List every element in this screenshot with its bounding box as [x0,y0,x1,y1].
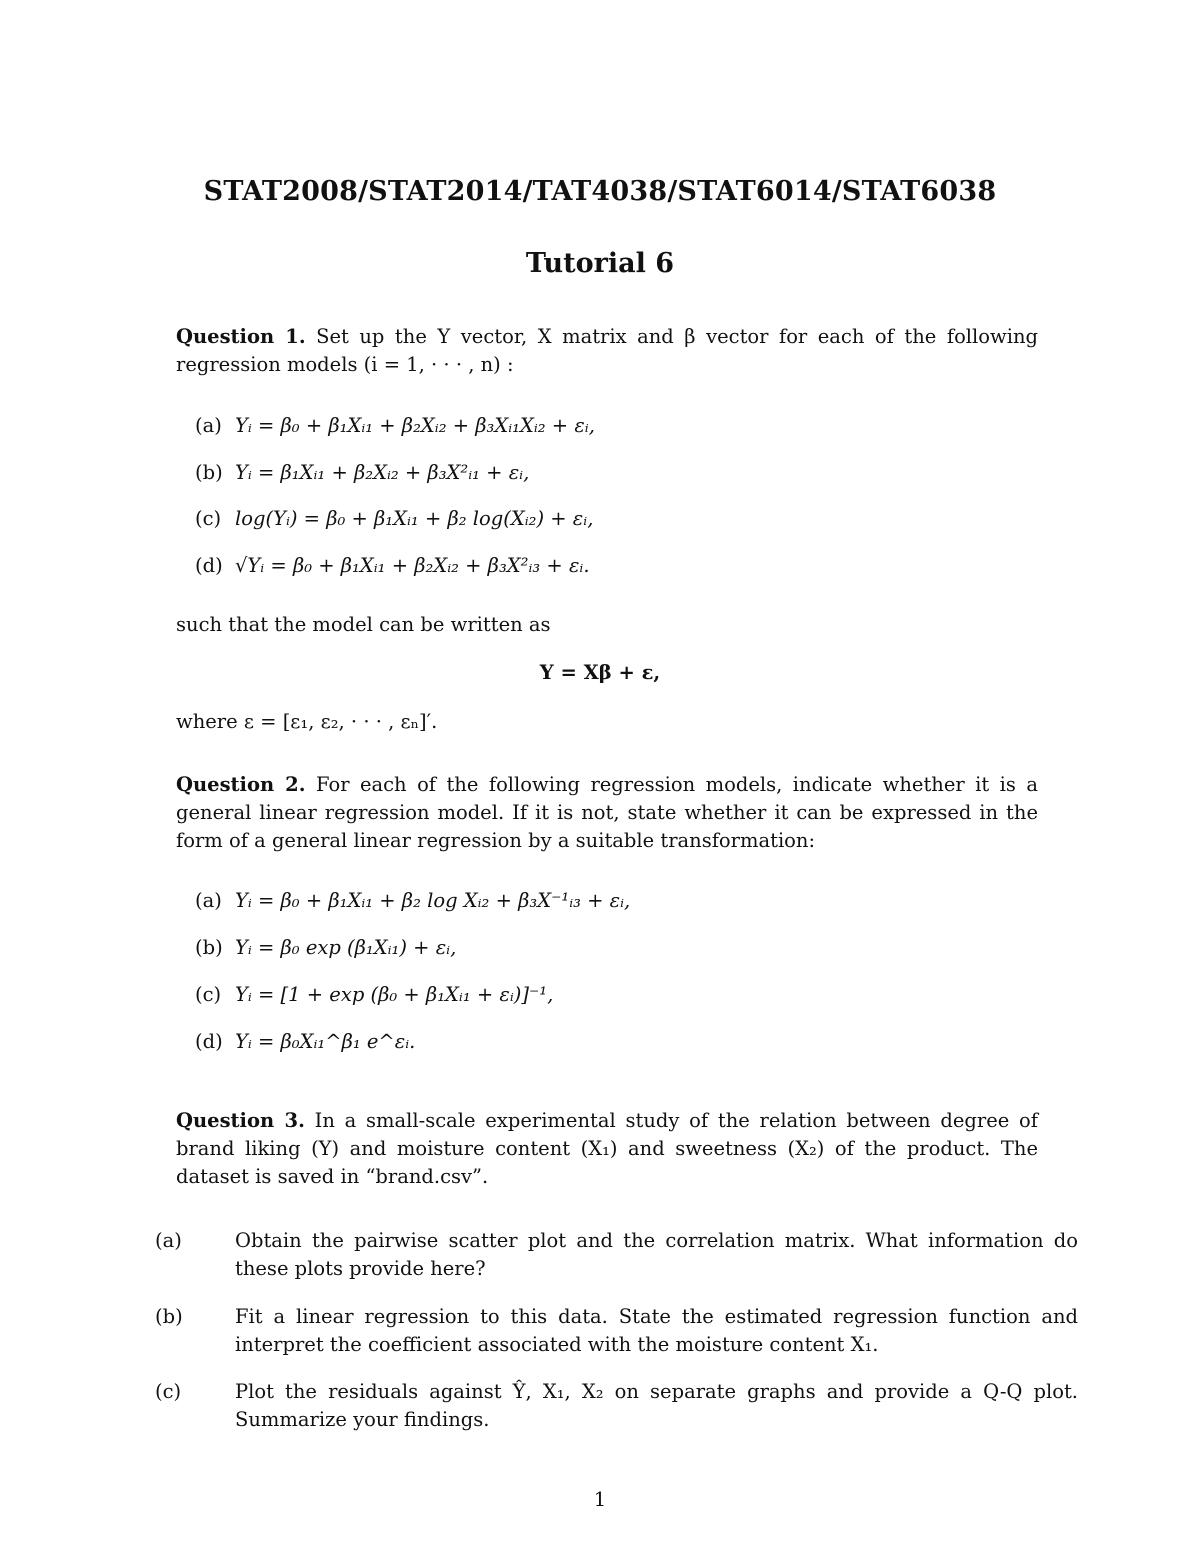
question-1-label: Question 1. [176,325,306,348]
q3-item-c [155,1378,1078,1434]
q2-item-c-equation: Yᵢ = [1 + exp (β₀ + β₁Xᵢ₁ + εᵢ)]⁻¹, [235,983,554,1006]
question-1-text: Set up the Y vector, X matrix and β vector for each of the following regression models (i = 1, · · · , n) : [176,325,1038,376]
q1-where-text: where ε = [ε₁, ε₂, · · · , εₙ]′. [176,710,438,733]
q2-item-c [195,981,1038,1009]
q1-item-c-equation: log(Yᵢ) = β₀ + β₁Xᵢ₁ + β₂ log(Xᵢ₂) + εᵢ, [235,507,594,530]
q3-item-c-text: Plot the residuals against Ŷ, X₁, X₂ on separate graphs and provide a Q-Q plot. Summarize your findings. [235,1380,1078,1431]
q2-item-d [195,1028,1038,1056]
q2-item-b-label: (b) [195,936,223,959]
q2-item-d-label: (d) [195,1030,223,1053]
q1-item-a-equation: Yᵢ = β₀ + β₁Xᵢ₁ + β₂Xᵢ₂ + β₃Xᵢ₁Xᵢ₂ + εᵢ, [235,414,595,437]
q2-item-b-equation: Yᵢ = β₀ exp (β₁Xᵢ₁) + εᵢ, [235,936,457,959]
q2-item-a-label: (a) [195,889,222,912]
q1-item-d-equation: √Yᵢ = β₀ + β₁Xᵢ₁ + β₂Xᵢ₂ + β₃X²ᵢ₃ + εᵢ. [235,554,590,577]
q3-item-b [155,1303,1078,1359]
q1-model-equation: Y = Xβ + ε, [539,661,661,684]
q2-item-c-label: (c) [195,983,222,1006]
tutorial-title: Tutorial 6 [525,248,675,279]
question-2-label: Question 2. [176,773,306,796]
question-3-text: In a small-scale experimental study of the relation between degree of brand liking (Y) and moisture content (X₁) and sweetness (X₂) of the product. The dataset is saved in “brand.csv”. [176,1109,1038,1188]
q2-item-a [195,887,1038,915]
page-number: 1 [593,1488,607,1511]
q1-item-a-label: (a) [195,414,222,437]
question-3-label: Question 3. [176,1109,305,1132]
q3-item-b-text: Fit a linear regression to this data. State the estimated regression function and interpret the coefficient associated with the moisture content X₁. [235,1305,1078,1356]
q1-item-c-label: (c) [195,507,222,530]
q1-item-b [195,459,1038,487]
q3-item-c-label: (c) [155,1380,182,1403]
q2-item-d-equation: Yᵢ = β₀Xᵢ₁^β₁ e^εᵢ. [235,1030,416,1053]
q3-item-a-label: (a) [155,1229,182,1252]
course-codes-heading: STAT2008/STAT2014/TAT4038/STAT6014/STAT6038 [203,176,997,207]
q1-item-a [195,412,1038,440]
question-2-text: For each of the following regression models, indicate whether it is a general linear regression model. If it is not, state whether it can be expressed in the form of a general linear regression by a suitable transformation: [176,773,1039,852]
question-3 [176,1107,1038,1191]
q3-item-a [155,1227,1078,1283]
q1-item-d [195,552,1038,580]
q1-item-c [195,505,1038,533]
q1-item-d-label: (d) [195,554,223,577]
q2-item-b [195,934,1038,962]
question-2 [176,771,1038,855]
q3-item-a-text: Obtain the pairwise scatter plot and the correlation matrix. What information do these plots provide here? [235,1229,1078,1280]
q3-item-b-label: (b) [155,1305,183,1328]
q2-item-a-equation: Yᵢ = β₀ + β₁Xᵢ₁ + β₂ log Xᵢ₂ + β₃X⁻¹ᵢ₃ + εᵢ, [235,889,631,912]
q1-item-b-label: (b) [195,461,223,484]
q1-after-text: such that the model can be written as [176,613,551,636]
question-1 [176,323,1038,379]
q1-item-b-equation: Yᵢ = β₁Xᵢ₁ + β₂Xᵢ₂ + β₃X²ᵢ₁ + εᵢ, [235,461,530,484]
